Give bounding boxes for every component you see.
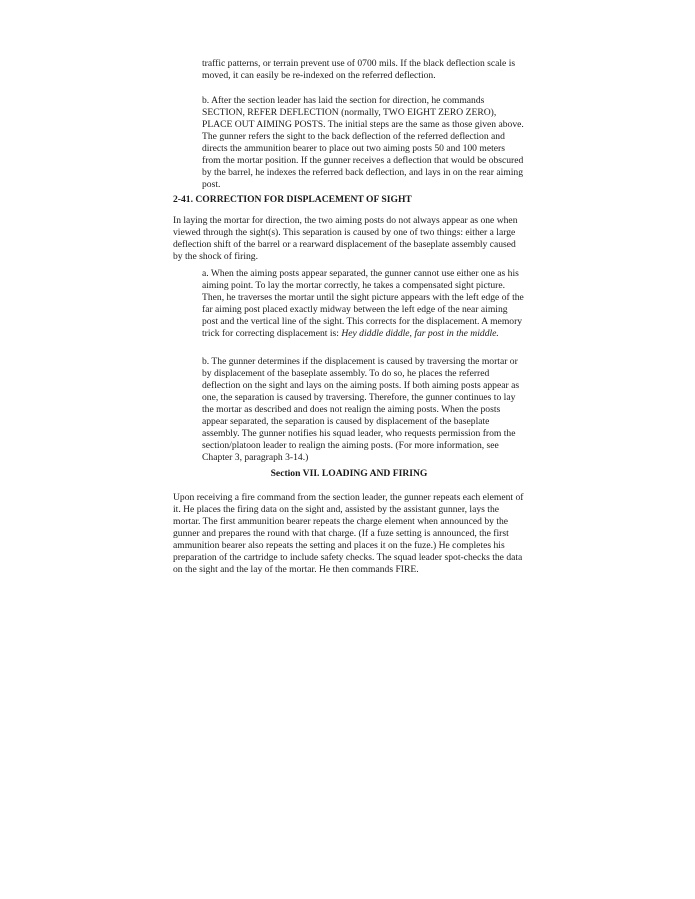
paragraph-intro-displacement: In laying the mortar for direction, the two aiming posts do not always appear as one when viewed through the sight(s). This separation is caused by one of two things: either a large deflection shift of the barrel or a rearward displacement of the baseplate assembly caused by the shock of firing. [173,215,518,263]
paragraph-a-text: a. When the aiming posts appear separated, the gunner cannot use either one as his aiming point. To lay the mortar correctly, he takes a compensated sight picture. Then, he traverses the mortar until the sight picture appears with the left edge of the far aiming post placed exactly midway between the left edge of the near aiming post and the vertical line of the sight. This corrects for the displacement. A memory trick for correcting displacement is: [202,268,524,340]
memory-trick-text: Hey diddle diddle, far post in the middle. [341,328,499,340]
paragraph-b-traversing-check: b. The gunner determines if the displacement is caused by traversing the mortar or by displacement of the baseplate assembly. To do so, he places the referred deflection on the sight and lays on the aiming posts. If both aiming posts appear as one, the separation is caused by traversing. Therefore, the gunner continues to lay the mortar as described and does not realign the aiming posts. When the posts appear separated, the separation is caused by displacement of the baseplate assembly. The gunner notifies his squad leader, who requests permission from the section/platoon leader to realign the aiming posts. (For more information, see Chapter 3, paragraph 3-14.) [202,356,520,464]
paragraph-loading-firing: Upon receiving a fire command from the section leader, the gunner repeats each element of it. He places the firing data on the sight and, assisted by the assistant gunner, lays the mortar. The first ammunition bearer repeats the charge element when announced by the gunner and prepares the round with that charge. (If a fuze setting is announced, the first ammunition bearer also repeats the setting and places it on the fuze.) He completes his preparation of the cartridge to include safety checks. The squad leader spot-checks the data on the sight and the lay of the mortar. He then commands FIRE. [173,492,524,576]
section-heading-2-41: 2-41. CORRECTION FOR DISPLACEMENT OF SIGHT [173,194,412,205]
section-heading-vii: Section VII. LOADING AND FIRING [270,468,428,479]
paragraph-a-compensated-sight [202,268,524,340]
paragraph-continuation: traffic patterns, or terrain prevent use of 0700 mils. If the black deflection scale is moved, it can easily be re-indexed on the referred deflection. [202,58,516,82]
paragraph-b-refer-deflection: b. After the section leader has laid the section for direction, he commands SECTION, REFER DEFLECTION (normally, TWO EIGHT ZERO ZERO), PLACE OUT AIMING POSTS. The initial steps are the same as those given above. The gunner refers the sight to the back deflection of the referred deflection and directs the ammunition bearer to place out two aiming posts 50 and 100 meters from the mortar position. If the gunner receives a deflection that would be obscured by the barrel, he indexes the referred back deflection, and lays in on the rear aiming post. [202,95,524,191]
